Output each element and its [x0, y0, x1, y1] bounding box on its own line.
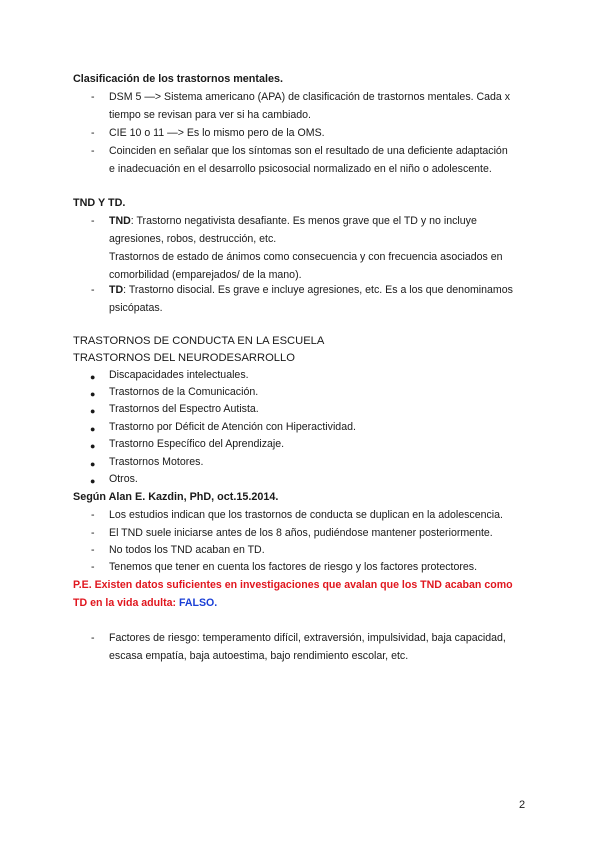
risk-factors-line: Factores de riesgo: temperamento difícil, extraversión, impulsividad, baja capacidad,: [109, 632, 506, 644]
dash-marker: -: [91, 284, 95, 296]
section-title-classification: Clasificación de los trastornos mentales.: [73, 73, 284, 85]
bullet-item: Trastornos del Espectro Autista.: [109, 403, 259, 415]
bullet-marker: ●: [90, 459, 96, 469]
pe-statement-text: TD en la vida adulta:: [73, 597, 179, 609]
list-item-line: Coinciden en señalar que los síntomas son el resultado de una deficiente adaptación: [109, 145, 508, 157]
dash-marker: -: [91, 632, 95, 644]
section-title-kazdin: Según Alan E. Kazdin, PhD, oct.15.2014.: [73, 491, 279, 503]
dash-marker: -: [91, 91, 95, 103]
bullet-marker: ●: [90, 476, 96, 486]
tnd-line: agresiones, robos, destrucción, etc.: [109, 233, 277, 245]
list-item-line: DSM 5 —> Sistema americano (APA) de clasificación de trastornos mentales. Cada x: [109, 91, 511, 103]
list-item: No todos los TND acaban en TD.: [109, 544, 265, 556]
td-definition-line: [109, 281, 513, 299]
tnd-definition-text: : Trastorno negativista desafiante. Es menos grave que el TD y no incluye: [130, 215, 477, 227]
dash-marker: -: [91, 127, 95, 139]
dash-marker: -: [91, 544, 95, 556]
bullet-marker: ●: [90, 406, 96, 416]
bullet-item: Otros.: [109, 473, 138, 485]
bullet-item: Trastornos de la Comunicación.: [109, 386, 259, 398]
list-item: El TND suele iniciarse antes de los 8 años, pudiéndose mantener posteriormente.: [109, 527, 493, 539]
bullet-marker: ●: [90, 424, 96, 434]
bullet-item: Trastorno Específico del Aprendizaje.: [109, 438, 285, 450]
dash-marker: -: [91, 561, 95, 573]
td-term: TD: [109, 284, 124, 296]
bullet-marker: ●: [90, 389, 96, 399]
tnd-line: comorbilidad (emparejados/ de la mano).: [109, 269, 302, 281]
dash-marker: -: [91, 145, 95, 157]
pe-statement-line: [73, 594, 217, 612]
bullet-item: Discapacidades intelectuales.: [109, 369, 249, 381]
list-item-line: e inadecuación en el desarrollo psicosocial normalizado en el niño o adolescente.: [109, 163, 492, 175]
bullet-item: Trastornos Motores.: [109, 456, 204, 468]
dash-marker: -: [91, 215, 95, 227]
bullet-marker: ●: [90, 372, 96, 382]
list-item-line: CIE 10 o 11 —> Es lo mismo pero de la OMS.: [109, 127, 325, 139]
section-title-tnd-td: TND Y TD.: [73, 197, 126, 209]
pe-statement-line: P.E. Existen datos suficientes en investigaciones que avalan que los TND acaban como: [73, 579, 513, 591]
bullet-item: Trastorno por Déficit de Atención con Hiperactividad.: [109, 421, 356, 433]
list-item: Tenemos que tener en cuenta los factores de riesgo y los factores protectores.: [109, 561, 478, 573]
list-item: Los estudios indican que los trastornos de conducta se duplican en la adolescencia.: [109, 509, 503, 521]
td-definition-text: : Trastorno disocial. Es grave e incluye agresiones, etc. Es a los que denominamos: [123, 284, 513, 296]
bullet-marker: ●: [90, 441, 96, 451]
tnd-line: Trastornos de estado de ánimos como consecuencia y con frecuencia asociados en: [109, 251, 503, 263]
tnd-term: TND: [109, 215, 131, 227]
page-number: 2: [519, 799, 526, 811]
td-line: psicópatas.: [109, 302, 163, 314]
section-title-school-conduct: TRASTORNOS DE CONDUCTA EN LA ESCUELA: [73, 335, 325, 347]
section-title-neurodevelopment: TRASTORNOS DEL NEURODESARROLLO: [73, 352, 295, 364]
risk-factors-line: escasa empatía, baja autoestima, bajo rendimiento escolar, etc.: [109, 650, 409, 662]
pe-answer: FALSO.: [178, 597, 218, 609]
tnd-definition-line: [109, 212, 477, 230]
dash-marker: -: [91, 527, 95, 539]
list-item-line: tiempo se revisan para ver si ha cambiado.: [109, 109, 311, 121]
dash-marker: -: [91, 509, 95, 521]
